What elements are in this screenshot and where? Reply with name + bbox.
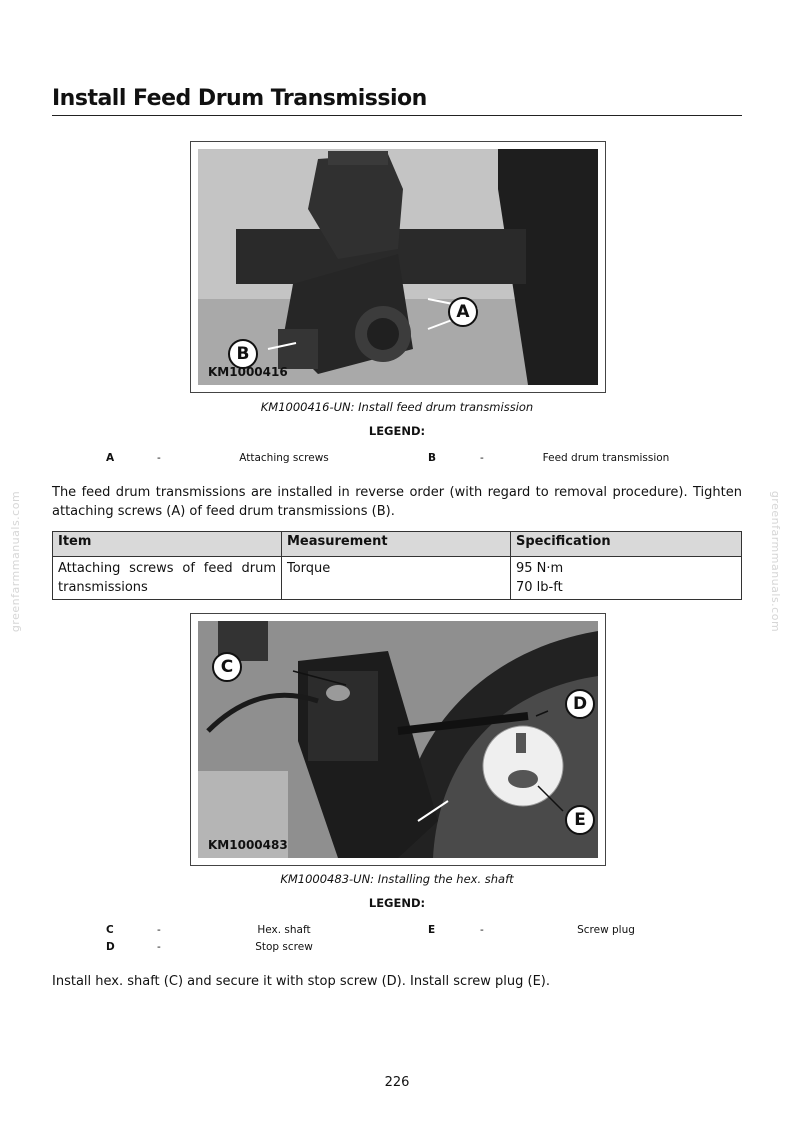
legend-dash: - <box>480 452 484 464</box>
callout-c: C <box>212 652 242 682</box>
callout-e: E <box>565 805 595 835</box>
watermark-left: greenfarmmanuals.com <box>9 490 23 633</box>
instruction-paragraph: The feed drum transmissions are installed in reverse order (with regard to removal procedure). Tighten attaching screws (A) of feed drum transmissions (B). <box>52 485 742 519</box>
specification-table <box>52 531 742 600</box>
legend-key: D <box>106 941 115 953</box>
figure-transmission-photo <box>190 141 606 393</box>
cell-specification <box>511 557 742 600</box>
cell-item: Attaching screws of feed drum transmissions <box>53 557 282 600</box>
legend-title: LEGEND: <box>368 424 426 438</box>
spec-metric: 95 N·m <box>516 561 564 576</box>
instruction-paragraph: Install hex. shaft (C) and secure it with stop screw (D). Install screw plug (E). <box>52 974 550 989</box>
legend-dash: - <box>157 924 161 936</box>
callout-a: A <box>448 297 478 327</box>
page-number: 226 <box>384 1075 410 1090</box>
legend-title: LEGEND: <box>368 896 426 910</box>
figure-hex-shaft-photo <box>190 613 606 866</box>
legend-key: C <box>106 924 114 936</box>
legend-description: Stop screw <box>255 941 313 953</box>
figure-caption: KM1000416-UN: Install feed drum transmission <box>260 400 534 414</box>
callout-d: D <box>565 689 595 719</box>
table-header-row <box>53 532 742 557</box>
legend-key: A <box>106 452 115 464</box>
figure-caption: KM1000483-UN: Installing the hex. shaft <box>280 872 514 886</box>
figure-id-label: KM1000483 <box>208 838 288 852</box>
transmission-photo <box>198 149 598 385</box>
spec-imperial: 70 lb-ft <box>516 580 563 595</box>
column-header-measurement: Measurement <box>282 532 511 557</box>
column-header-specification: Specification <box>511 532 742 557</box>
cell-measurement: Torque <box>282 557 511 600</box>
legend-description: Attaching screws <box>239 452 329 464</box>
legend-item <box>0 924 794 940</box>
table-row <box>53 557 742 600</box>
legend-dash: - <box>157 452 161 464</box>
hex-shaft-photo <box>198 621 598 858</box>
legend-description: Feed drum transmission <box>542 452 670 464</box>
legend-dash: - <box>157 941 161 953</box>
figure-id-label: KM1000416 <box>208 365 288 379</box>
page-title: Install Feed Drum Transmission <box>52 86 742 116</box>
legend-key: E <box>428 924 436 936</box>
legend-item <box>0 452 794 468</box>
legend-item <box>0 941 794 957</box>
legend-description: Hex. shaft <box>257 924 311 936</box>
callout-b: B <box>228 339 258 369</box>
legend-key: B <box>428 452 437 464</box>
column-header-item: Item <box>53 532 282 557</box>
legend-description: Screw plug <box>577 924 635 936</box>
legend-dash: - <box>480 924 484 936</box>
watermark-right: greenfarmmanuals.com <box>769 490 783 633</box>
